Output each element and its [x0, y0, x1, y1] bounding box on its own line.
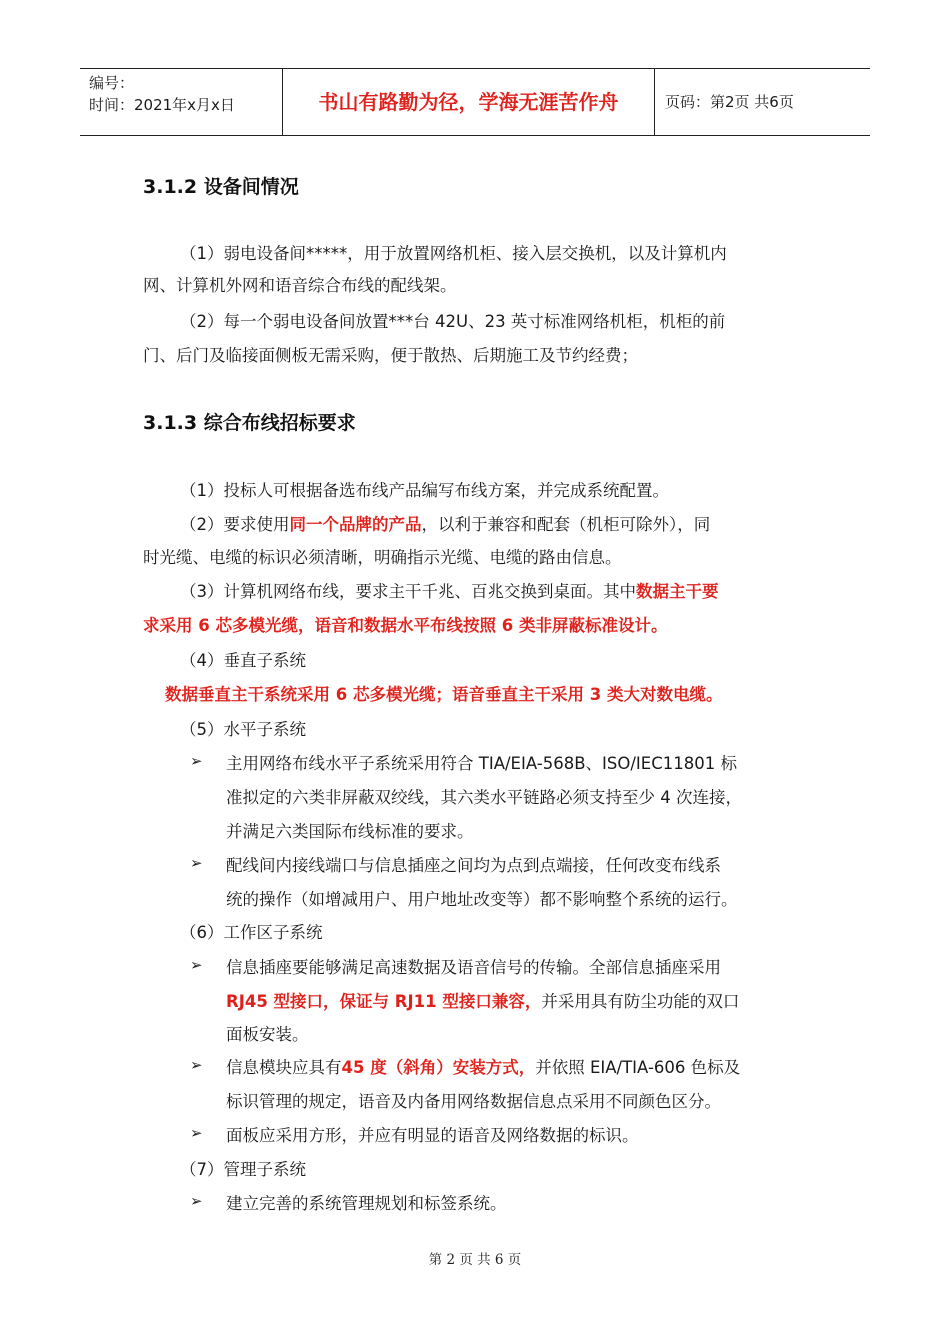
- item-2-line2: 时光缆、电缆的标识必须清晰，明确指示光缆、电缆的路由信息。: [143, 548, 622, 567]
- bullet-1-line1: 主用网络布线水平子系统采用符合 TIA/EIA-568B、ISO/IEC11801 标: [226, 754, 737, 773]
- para-312-2-line1: （2）每一个弱电设备间放置***台 42U、23 英寸标准网络机柜，机柜的前: [180, 312, 726, 331]
- bullet-4-text-a: 信息模块应具有: [226, 1058, 342, 1077]
- bullet-arrow-icon: ➢: [190, 854, 203, 872]
- page-header: [80, 68, 870, 136]
- page-footer: 第 2 页 共 6 页: [428, 1252, 522, 1268]
- para-312-1-line2: 网、计算机外网和语音综合布线的配线架。: [143, 276, 457, 295]
- bullet-3-line1: 信息插座要能够满足高速数据及语音信号的传输。全部信息插座采用: [226, 958, 721, 977]
- bullet-1-line3: 并满足六类国际布线标准的要求。: [226, 822, 474, 841]
- item-3-text-a: （3）计算机网络布线，要求主干千兆、百兆交换到桌面。其中: [180, 582, 636, 601]
- item-1: （1）投标人可根据备选布线产品编写布线方案，并完成系统配置。: [180, 481, 669, 500]
- bullet-5: 面板应采用方形，并应有明显的语音及网络数据的标识。: [226, 1126, 639, 1145]
- para-312-2-line2: 门、后门及临接面侧板无需采购，便于散热、后期施工及节约经费；: [143, 346, 638, 365]
- item-2-text-a: （2）要求使用: [180, 515, 290, 534]
- item-4: （4）垂直子系统: [180, 651, 306, 670]
- bullet-1-line2: 准拟定的六类非屏蔽双绞线，其六类水平链路必须支持至少 4 次连接，: [226, 788, 742, 807]
- doc-time-label: 时间：2021年x月x日: [89, 96, 235, 114]
- item-2-highlight: 同一个品牌的产品: [289, 515, 422, 534]
- para-312-1-line1: （1）弱电设备间*****，用于放置网络机柜、接入层交换机，以及计算机内: [180, 244, 727, 263]
- bullet-4-text-b: 并依照 EIA/TIA-606 色标及: [535, 1058, 741, 1077]
- bullet-6: 建立完善的系统管理规划和标签系统。: [226, 1194, 507, 1213]
- bullet-2-line2: 统的操作（如增减用户、用户地址改变等）都不影响整个系统的运行。: [226, 890, 738, 909]
- bullet-arrow-icon: ➢: [190, 752, 203, 770]
- bullet-4-line1: [226, 1054, 740, 1078]
- bullet-4-highlight: 45 度（斜角）安装方式，: [341, 1058, 536, 1077]
- item-7: （7）管理子系统: [180, 1160, 306, 1179]
- header-page-label: 页码：第2页 共6页: [665, 93, 794, 111]
- item-3-line1: [180, 578, 719, 602]
- item-5: （5）水平子系统: [180, 720, 306, 739]
- bullet-3-line3: 面板安装。: [226, 1025, 309, 1044]
- bullet-arrow-icon: ➢: [190, 1124, 203, 1142]
- section-title-313: 3.1.3 综合布线招标要求: [143, 412, 356, 434]
- bullet-4-line2: 标识管理的规定，语音及内备用网络数据信息点采用不同颜色区分。: [226, 1092, 721, 1111]
- bullet-arrow-icon: ➢: [190, 956, 203, 974]
- doc-number-label: 编号：: [89, 74, 135, 92]
- bullet-2-line1: 配线间内接线端口与信息插座之间均为点到点端接，任何改变布线系: [226, 856, 721, 875]
- item-2-text-b: ，以利于兼容和配套（机柜可除外），同: [421, 515, 711, 534]
- bullet-3-line2: [226, 988, 739, 1012]
- item-4-highlight: 数据垂直主干系统采用 6 芯多模光缆；语音垂直主干采用 3 类大对数电缆。: [165, 685, 723, 704]
- item-6: （6）工作区子系统: [180, 923, 323, 942]
- bullet-3-highlight: RJ45 型接口，保证与 RJ11 型接口兼容，: [226, 992, 542, 1011]
- item-2-line1: [180, 511, 710, 535]
- bullet-arrow-icon: ➢: [190, 1192, 203, 1210]
- header-motto: 书山有路勤为径，学海无涯苦作舟: [283, 69, 655, 135]
- section-title-312: 3.1.2 设备间情况: [143, 176, 299, 198]
- header-info-cell: [80, 69, 283, 135]
- bullet-3-text-b: 并采用具有防尘功能的双口: [541, 992, 740, 1011]
- item-3-highlight-1: 数据主干要: [636, 582, 719, 601]
- bullet-arrow-icon: ➢: [190, 1056, 203, 1074]
- item-3-highlight-2: 求采用 6 芯多模光缆，语音和数据水平布线按照 6 类非屏蔽标准设计。: [143, 616, 668, 635]
